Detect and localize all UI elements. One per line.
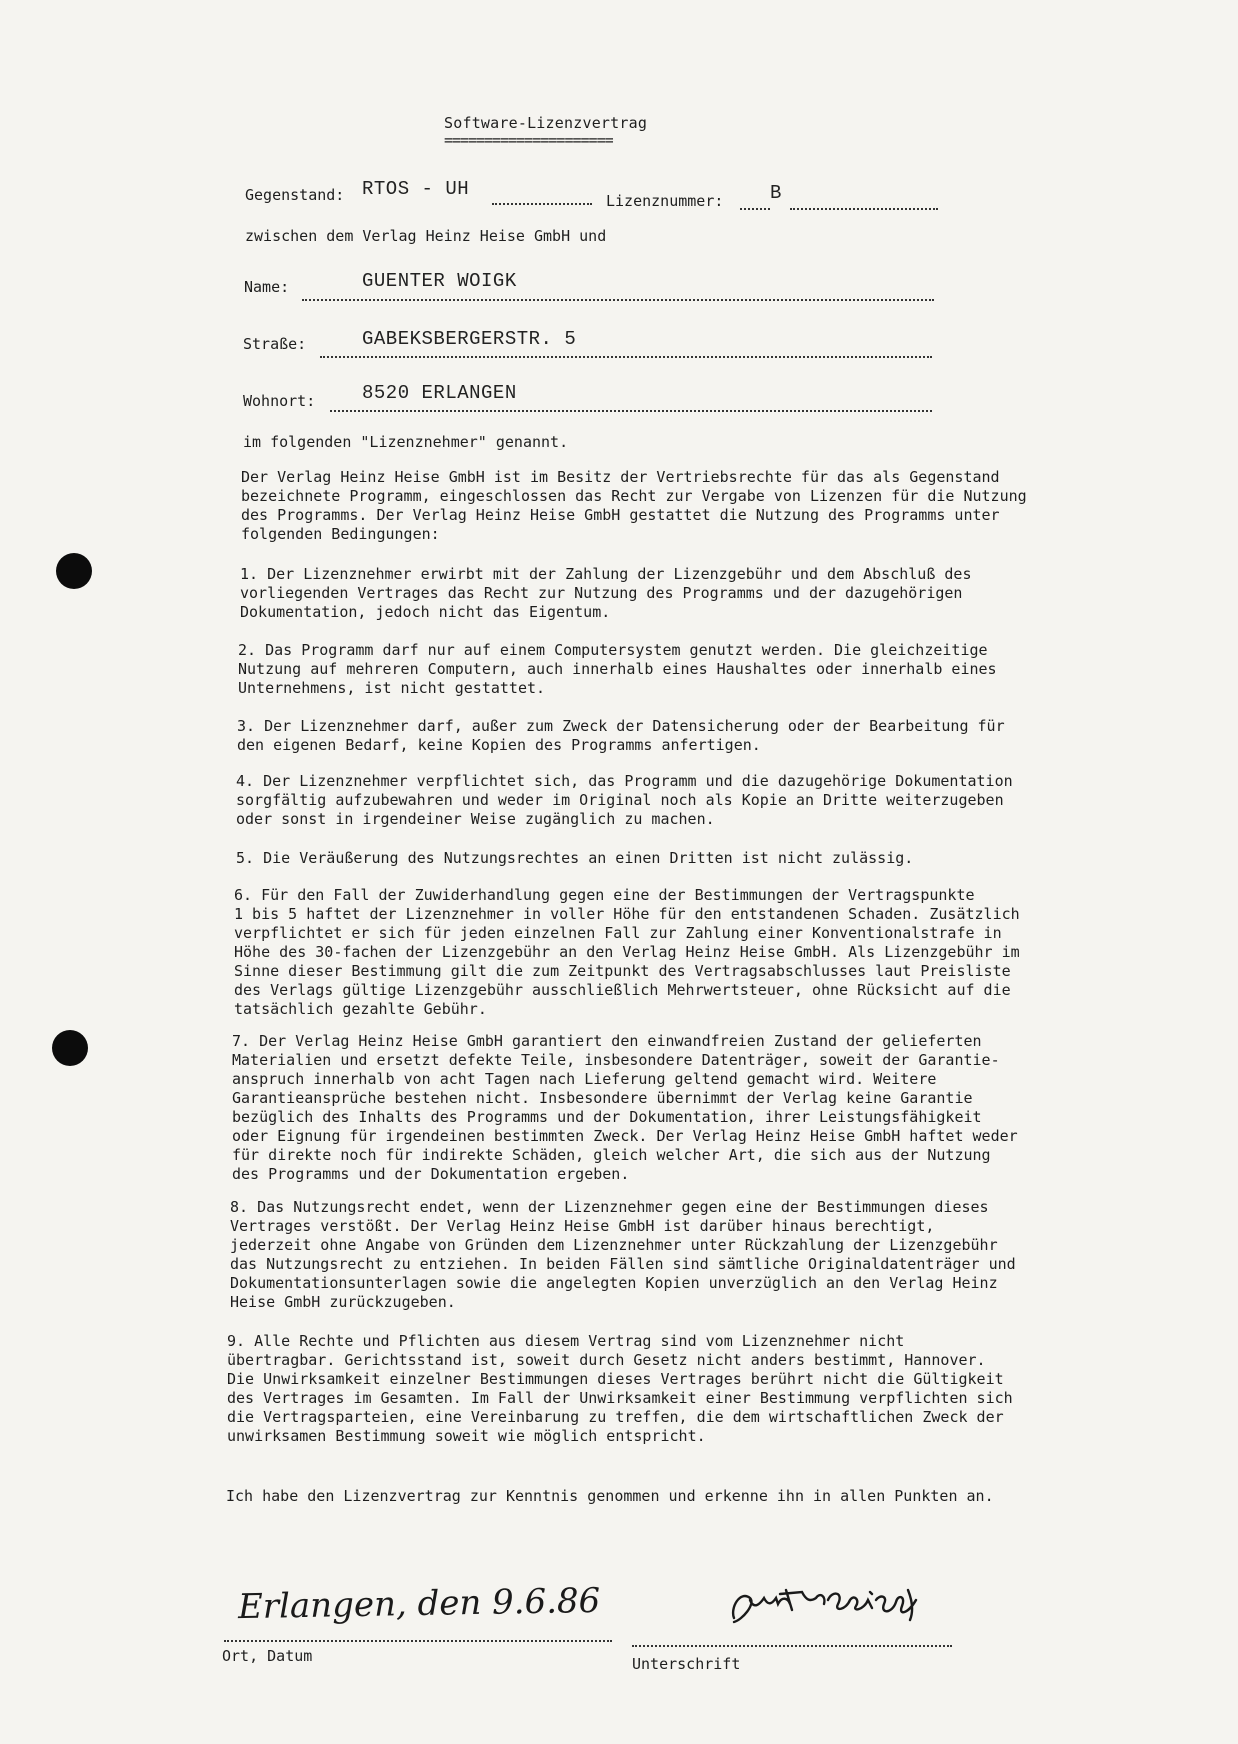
name-value: GUENTER WOIGK — [362, 270, 517, 292]
clause-3: 3. Der Lizenznehmer darf, außer zum Zweck der Datensicherung oder der Bearbeitung für den eigenen Bedarf, keine Kopien des Programms anfertigen. — [237, 717, 1005, 754]
signature-caption: Unterschrift — [632, 1655, 741, 1673]
clause-4: 4. Der Lizenznehmer verpflichtet sich, das Programm und die dazugehörige Dokumentation sorgfältig aufzubewahren und weder im Original noch als Kopie an Dritte weiterzugeben oder sonst in irgendeiner Weise zugänglich zu machen. — [236, 772, 1013, 828]
place-date-caption: Ort, Datum — [222, 1647, 313, 1665]
gegenstand-label: Gegenstand: — [245, 186, 345, 204]
wohnort-value: 8520 ERLANGEN — [362, 382, 517, 404]
strasse-value: GABEKSBERGERSTR. 5 — [362, 328, 577, 350]
clause-5: 5. Die Veräußerung des Nutzungsrechtes an einen Dritten ist nicht zulässig. — [236, 849, 914, 867]
clause-1: 1. Der Lizenznehmer erwirbt mit der Zahlung der Lizenzgebühr und dem Abschluß des vorliegenden Vertrages das Recht zur Nutzung des Programms und der dazugehörigen Dokumentation, jedoch nicht das Eigentum. — [240, 565, 972, 621]
punch-hole-bottom — [52, 1030, 88, 1066]
handwritten-signature — [720, 1570, 930, 1630]
clause-2: 2. Das Programm darf nur auf einem Computersystem genutzt werden. Die gleichzeitige Nutzung auf mehreren Computern, auch innerhalb eines Haushaltes oder innerhalb eines Unternehmens, ist nicht gestattet. — [238, 641, 997, 697]
gegenstand-dotted-line — [492, 203, 592, 205]
strasse-dotted-line — [320, 356, 932, 358]
wohnort-label: Wohnort: — [243, 392, 316, 410]
lizenznehmer-genannt-line: im folgenden "Lizenznehmer" genannt. — [243, 433, 569, 451]
signature-dotted-line — [632, 1645, 952, 1647]
punch-hole-top — [56, 553, 92, 589]
zwischen-line: zwischen dem Verlag Heinz Heise GmbH und — [245, 227, 607, 245]
clause-7: 7. Der Verlag Heinz Heise GmbH garantiert den einwandfreien Zustand der gelieferten Materialien und ersetzt defekte Teile, insbesondere Datenträger, soweit der Garantie- anspruch innerhalb von acht Tagen nach Lieferung geltend gemacht wird. Weitere Garantieansprüche bestehen nicht. Insbesondere übernimmt der Verlag keine Garantie bezüglich des Inhalts des Programms und der Dokumentation, ihrer Leistungsfähigkeit oder Eignung für irgendeinen bestimmten Zweck. Der Verlag Heinz Heise GmbH haftet weder für direkte noch für indirekte Schäden, gleich welcher Art, die sich aus der Nutzung des Programms und der Dokumentation ergeben. — [232, 1032, 1018, 1183]
lizenznummer-label: Lizenznummer: — [606, 192, 724, 210]
clause-6: 6. Für den Fall der Zuwiderhandlung gegen eine der Bestimmungen der Vertragspunkte 1 bis 5 haftet der Lizenznehmer in voller Höhe für den entstandenen Schaden. Zusätzlich verpflichtet er sich für jeden einzelnen Fall zur Zahlung einer Konventionalstrafe in Höhe des 30-fachen der Lizenzgebühr an den Verlag Heinz Heise GmbH. Als Lizenzgebühr im Sinne dieser Bestimmung gilt die zum Zeitpunkt des Vertragsabschlusses laut Preisliste des Verlags gültige Lizenzgebühr ausschließlich Mehrwertsteuer, ohne Rücksicht auf die tatsächlich gezahlte Gebühr. — [234, 886, 1020, 1018]
place-date-dotted-line — [224, 1640, 612, 1642]
name-dotted-line — [302, 299, 934, 301]
wohnort-dotted-line — [330, 410, 932, 412]
lizenznummer-dotted-line-left — [740, 208, 770, 210]
clause-8: 8. Das Nutzungsrecht endet, wenn der Lizenznehmer gegen eine der Bestimmungen dieses Vertrages verstößt. Der Verlag Heinz Heise GmbH ist darüber hinaus berechtigt, jederzeit ohne Angabe von Gründen dem Lizenznehmer unter Rückzahlung der Lizenzgebühr das Nutzungsrecht zu entziehen. In beiden Fällen sind sämtliche Originaldatenträger und Dokumentationsunterlagen sowie die angelegten Kopien unverzüglich an den Verlag Heinz Heise GmbH zurückzugeben. — [230, 1198, 1016, 1311]
acknowledgement-line: Ich habe den Lizenzvertrag zur Kenntnis genommen und erkenne ihn in allen Punkten an. — [226, 1487, 994, 1505]
strasse-label: Straße: — [243, 335, 307, 353]
gegenstand-value: RTOS - UH — [362, 178, 470, 200]
document-title: Software-Lizenzvertrag — [444, 114, 648, 132]
lizenznummer-dotted-line-right — [790, 208, 938, 210]
lizenznummer-value: B — [770, 182, 782, 204]
name-label: Name: — [244, 278, 290, 296]
intro-paragraph: Der Verlag Heinz Heise GmbH ist im Besitz der Vertriebsrechte für das als Gegenstand bezeichnete Programm, eingeschlossen das Recht zur Vergabe von Lizenzen für die Nutzung des Programms. Der Verlag Heinz Heise GmbH gestattet die Nutzung des Programms unter folgenden Bedingungen: — [241, 468, 1027, 543]
handwritten-place-date: Erlangen, den 9.6.86 — [237, 1580, 601, 1628]
title-underline: ===================== — [444, 131, 613, 149]
clause-9: 9. Alle Rechte und Pflichten aus diesem Vertrag sind vom Lizenznehmer nicht übertragbar. Gerichtsstand ist, soweit durch Gesetz nicht anders bestimmt, Hannover. Die Unwirksamkeit einzelner Bestimmungen dieses Vertrages berührt nicht die Gültigkeit des Vertrages im Gesamten. Im Fall der Unwirksamkeit einer Bestimmung verpflichten sich die Vertragsparteien, eine Vereinbarung zu treffen, die dem wirtschaftlichen Zweck der unwirksamen Bestimmung soweit wie möglich entspricht. — [227, 1332, 1013, 1445]
